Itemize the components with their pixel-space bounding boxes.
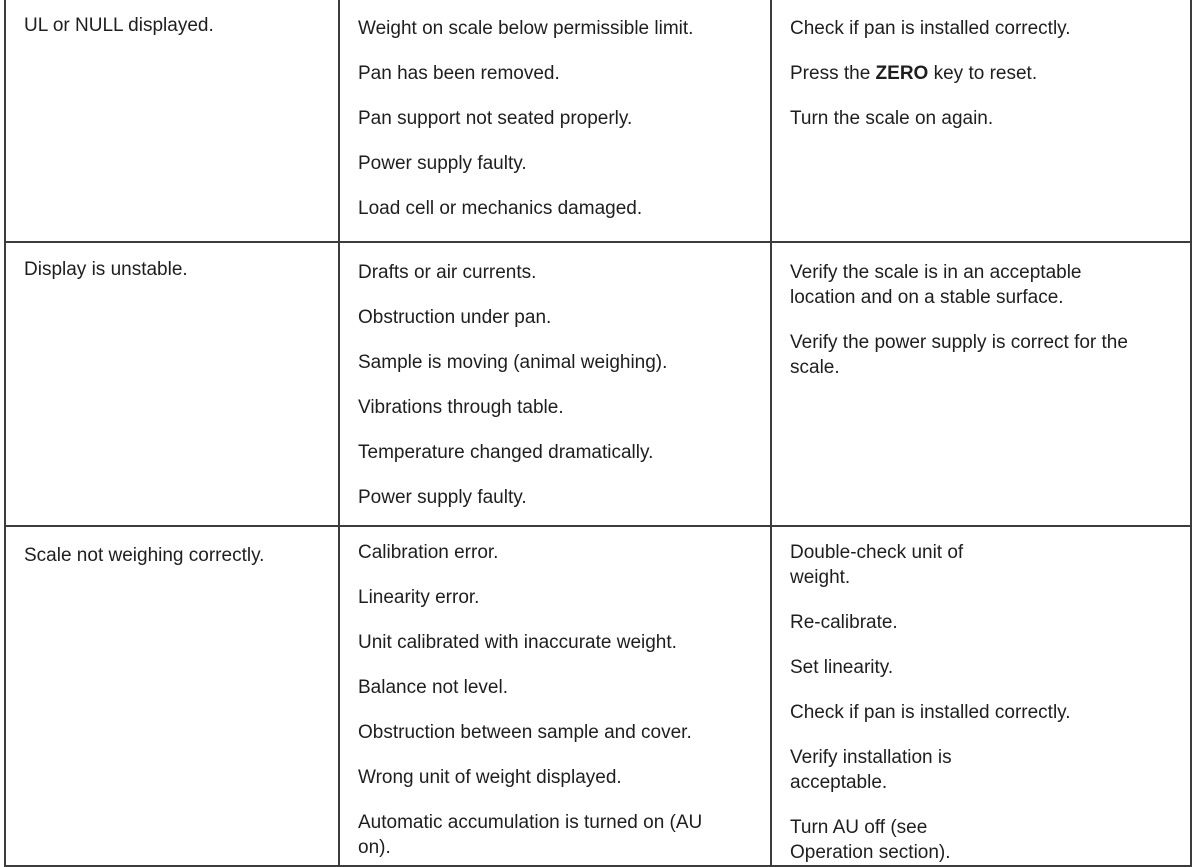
remedy-cell	[771, 0, 1191, 242]
cause-item: Weight on scale below permissible limit.	[358, 18, 694, 39]
remedy-cell	[771, 242, 1191, 526]
symptom-cell	[5, 0, 339, 242]
remedy-item: Verify the scale is in an acceptable location and on a stable surface.	[790, 262, 1082, 308]
remedy-item: Verify the power supply is correct for the scale.	[790, 332, 1128, 378]
table-row	[5, 0, 1191, 242]
table-row	[5, 526, 1191, 866]
remedy-item: Turn AU off (see Operation section).	[790, 817, 951, 863]
remedy-item: Double-check unit of weight.	[790, 542, 964, 588]
cause-item: Vibrations through table.	[358, 397, 564, 418]
cause-item: Temperature changed dramatically.	[358, 442, 654, 463]
symptom-cell	[5, 526, 339, 866]
remedy-item: Set linearity.	[790, 657, 894, 678]
cause-item: Load cell or mechanics damaged.	[358, 198, 643, 219]
cause-item: Linearity error.	[358, 587, 480, 608]
zero-key-label: ZERO	[875, 63, 929, 84]
cause-item: Pan has been removed.	[358, 63, 560, 84]
remedy-item: Verify installation is acceptable.	[790, 747, 952, 793]
cause-item: Power supply faulty.	[358, 153, 527, 174]
cause-item: Obstruction under pan.	[358, 307, 552, 328]
table-row	[5, 242, 1191, 526]
remedy-text: Press the	[790, 63, 876, 84]
remedy-cell	[771, 526, 1191, 866]
remedy-item: Turn the scale on again.	[790, 108, 994, 129]
symptom-text: UL or NULL displayed.	[24, 15, 214, 36]
symptom-cell	[5, 242, 339, 526]
cause-item: Power supply faulty.	[358, 487, 527, 508]
remedy-item	[790, 61, 1176, 86]
remedy-item: Check if pan is installed correctly.	[790, 702, 1071, 723]
remedy-item: Check if pan is installed correctly.	[790, 18, 1071, 39]
remedy-item: Re-calibrate.	[790, 612, 898, 633]
cause-item: Pan support not seated properly.	[358, 108, 633, 129]
troubleshooting-table	[4, 0, 1192, 867]
cause-item: Sample is moving (animal weighing).	[358, 352, 668, 373]
cause-item: Balance not level.	[358, 677, 508, 698]
cause-cell	[339, 0, 771, 242]
cause-item: Drafts or air currents.	[358, 262, 537, 283]
cause-item: Wrong unit of weight displayed.	[358, 767, 622, 788]
cause-item: Automatic accumulation is turned on (AU on).	[358, 812, 703, 858]
symptom-text: Display is unstable.	[24, 259, 188, 280]
cause-item: Unit calibrated with inaccurate weight.	[358, 632, 677, 653]
cause-item: Calibration error.	[358, 542, 499, 563]
cause-item: Obstruction between sample and cover.	[358, 722, 692, 743]
remedy-text: key to reset.	[928, 63, 1038, 84]
symptom-text: Scale not weighing correctly.	[24, 545, 265, 566]
cause-cell	[339, 526, 771, 866]
cause-cell	[339, 242, 771, 526]
